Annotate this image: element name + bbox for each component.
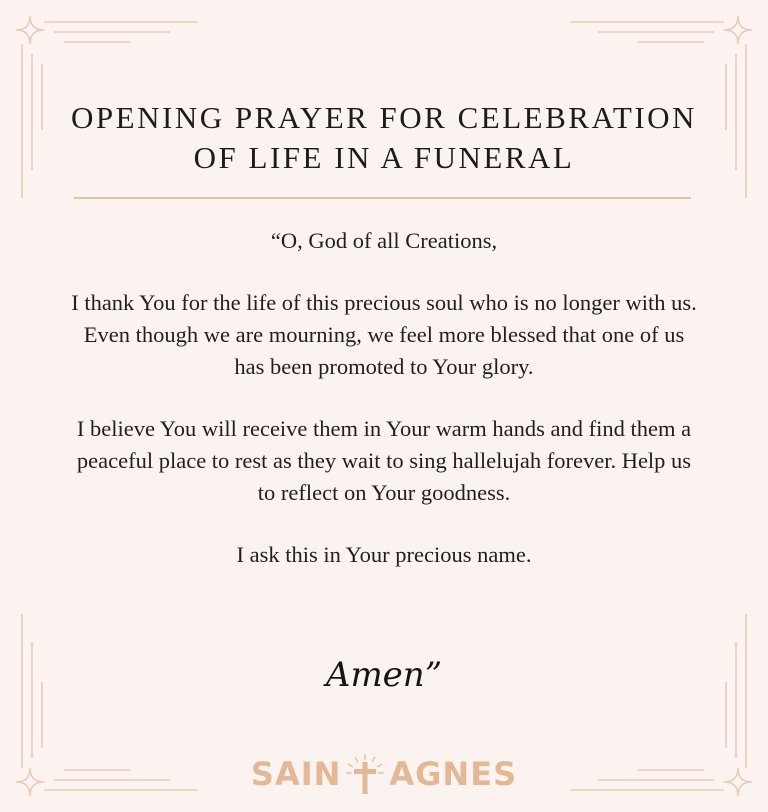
prayer-closing: I ask this in Your precious name. [236,542,532,567]
page-title [40,98,728,178]
prayer-body [70,225,698,571]
brand-logo [0,752,768,796]
title-divider [74,197,691,199]
title-line-1: OPENING PRAYER FOR CELEBRATION [71,100,697,135]
cross-sunburst-icon [343,752,387,796]
prayer-opening: “O, God of all Creations, [270,228,498,253]
title-line-2: OF LIFE IN A FUNERAL [193,140,575,175]
prayer-paragraph-2: I believe You will receive them in Your warm hands and find them a peaceful place to rest as they wait to sing hallelujah forever. Help us to reflect on Your goodness. [76,416,692,505]
prayer-amen: Amen” [325,655,443,695]
brand-text-right: AGNES [389,755,518,793]
prayer-paragraph-1: I thank You for the life of this precious soul who is no longer with us. Even though we are mourning, we feel more blessed that one of us has been promoted to Your glory. [71,290,697,379]
brand-text-left: SAIN [250,755,342,793]
